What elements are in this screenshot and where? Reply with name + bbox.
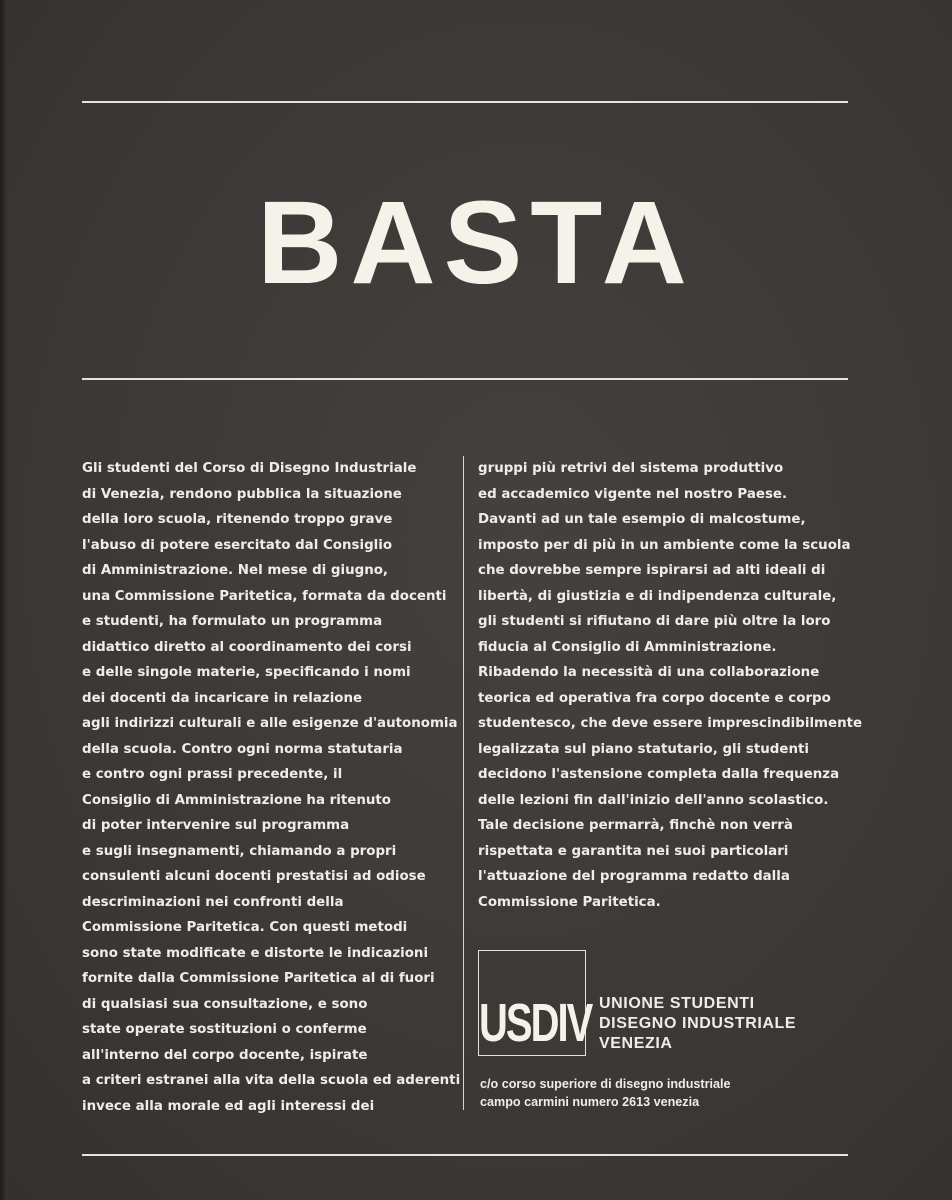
text-line: Tale decisione permarrà, finchè non verrà [478,818,793,833]
left-text-column [82,456,461,1119]
text-line: di Venezia, rendono pubblica la situazione [82,486,402,502]
text-line: dei docenti da incaricare in relazione [82,690,363,706]
text-line: della scuola. Contro ogni norma statutaria [82,741,403,757]
text-line: descriminazioni nei confronti della [82,894,344,910]
text-line: all'interno del corpo docente, ispirate [82,1047,368,1063]
text-line: Commissione Paritetica. [478,894,661,910]
text-line: gruppi più retrivi del sistema produttivo [478,461,784,476]
text-line: Commissione Paritetica. Con questi metodi [82,920,408,935]
text-line: della loro scuola, ritenendo troppo grave [82,512,393,527]
text-line: di Amministrazione. Nel mese di giugno, [82,563,389,578]
text-line: legalizzata sul piano statutario, gli studenti [478,741,809,757]
text-line: rispettata e garantita nei suoi particolari [478,843,789,859]
text-line: invece alla morale ed agli interessi dei [82,1098,375,1114]
organization-line: VENEZIA [599,1035,673,1052]
text-line: teorica ed operativa fra corpo docente e corpo [478,690,831,706]
text-line: fiducia al Consiglio di Amministrazione. [478,639,777,655]
text-line: delle lezioni fin dall'inizio dell'anno scolastico. [478,792,829,808]
text-line: state operate sostituzioni o conferme [82,1022,367,1037]
text-line: che dovrebbe sempre ispirarsi ad alti ideali di [478,563,826,578]
text-line: imposto per di più in un ambiente come la scuola [478,537,851,553]
usdiv-logo [478,950,592,1056]
text-line: e studenti, ha formulato un programma [82,614,383,629]
text-line: e delle singole materie, specificando i nomi [82,665,411,680]
text-line: consulenti alcuni docenti prestatisi ad odiose [82,869,426,884]
headline: BASTA [257,177,695,309]
organization-line: UNIONE STUDENTI [599,995,755,1012]
text-line: e sugli insegnamenti, chiamando a propri [82,843,397,859]
column-divider [463,456,464,1110]
text-line: una Commissione Paritetica, formata da docenti [82,588,447,604]
text-line: l'attuazione del programma redatto dalla [478,869,790,884]
text-line: l'abuso di potere esercitato dal Consiglio [82,537,393,553]
text-line: Ribadendo la necessità di una collaborazione [478,665,820,680]
address-line: campo carmini numero 2613 venezia [480,1095,700,1109]
right-text-column [478,456,863,915]
text-line: Davanti ad un tale esempio di malcostume, [478,512,806,527]
logo-text: USDIV [479,993,592,1053]
text-line: agli indirizzi culturali e alle esigenze d'autonomia [82,716,458,731]
organization-name [599,994,796,1054]
text-line: didattico diretto al coordinamento dei corsi [82,639,412,655]
text-line: Consiglio di Amministrazione ha ritenuto [82,792,392,808]
text-line: di poter intervenire sul programma [82,818,350,833]
text-line: Gli studenti del Corso di Disegno Industriale [82,461,417,476]
text-line: libertà, di giustizia e di indipendenza culturale, [478,588,837,604]
text-line: studentesco, che deve essere imprescindibilmente [478,716,863,731]
address-line: c/o corso superiore di disegno industriale [480,1077,731,1091]
text-line: fornite dalla Commissione Paritetica al di fuori [82,971,435,986]
middle-rule [82,378,848,380]
address-block [480,1075,731,1111]
text-line: ed accademico vigente nel nostro Paese. [478,486,788,502]
organization-line: DISEGNO INDUSTRIALE [599,1015,797,1032]
text-line: a criteri estranei alla vita della scuola ed aderenti [82,1073,461,1088]
text-line: gli studenti si rifiutano di dare più oltre la loro [478,614,831,629]
bottom-rule [82,1154,848,1156]
top-rule [82,101,848,103]
text-line: e contro ogni prassi precedente, il [82,767,343,782]
text-line: decidono l'astensione completa dalla frequenza [478,767,840,782]
text-line: sono state modificate e distorte le indicazioni [82,945,429,961]
text-line: di qualsiasi sua consultazione, e sono [82,996,368,1012]
